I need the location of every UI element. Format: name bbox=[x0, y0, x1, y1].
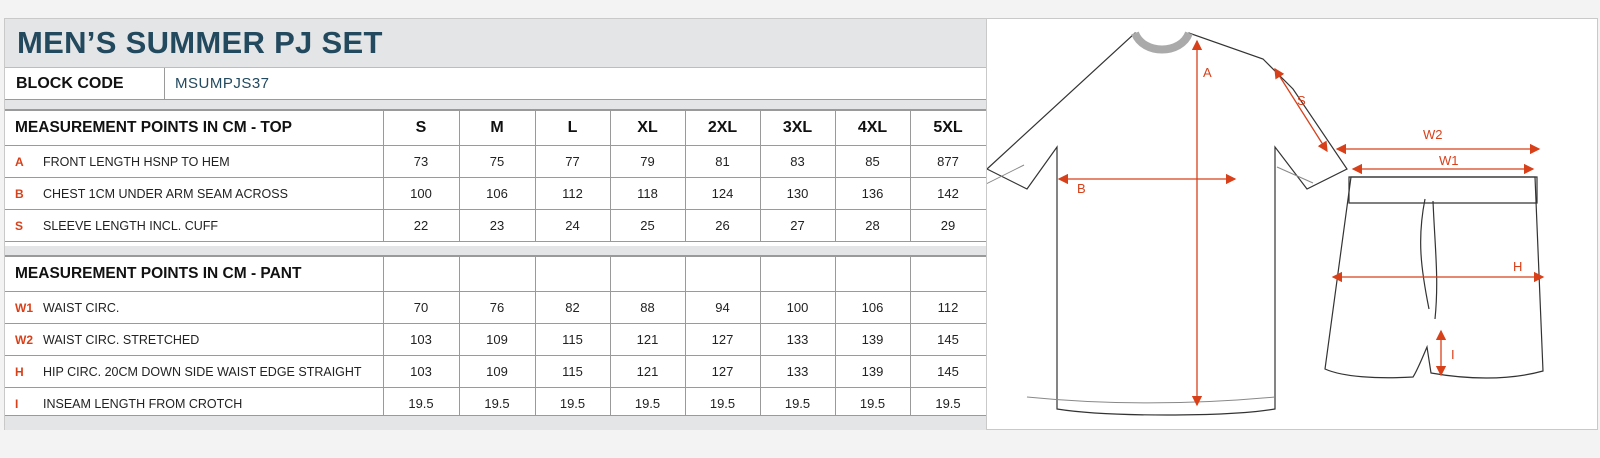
measurement-value: 88 bbox=[610, 292, 685, 324]
measurement-value: 79 bbox=[610, 146, 685, 178]
pant-measurements-table bbox=[5, 256, 987, 420]
size-chart-sheet bbox=[4, 18, 1598, 430]
measurement-label: WAIST CIRC. STRETCHED bbox=[43, 333, 200, 347]
measurement-label: CHEST 1CM UNDER ARM SEAM ACROSS bbox=[43, 187, 288, 201]
measurement-value: 139 bbox=[835, 356, 910, 388]
size-header: 5XL bbox=[910, 111, 986, 146]
section-divider-band bbox=[5, 246, 986, 256]
tshirt-collar bbox=[1135, 33, 1189, 50]
measurement-label: FRONT LENGTH HSNP TO HEM bbox=[43, 155, 230, 169]
measurement-code: H bbox=[15, 365, 24, 379]
measurement-label: SLEEVE LENGTH INCL. CUFF bbox=[43, 219, 219, 233]
measurement-value: 115 bbox=[535, 324, 610, 356]
measurement-value: 127 bbox=[685, 356, 760, 388]
empty-header-cell bbox=[835, 257, 910, 292]
garment-diagrams bbox=[987, 19, 1597, 429]
dim-label-h: H bbox=[1513, 259, 1523, 274]
dim-label-b: B bbox=[1077, 181, 1086, 196]
measurement-value: 106 bbox=[835, 292, 910, 324]
measurement-value: 85 bbox=[835, 146, 910, 178]
measurement-value: 24 bbox=[535, 210, 610, 242]
measurement-value: 19.5 bbox=[760, 388, 835, 420]
measurement-value: 19.5 bbox=[535, 388, 610, 420]
measurement-value: 118 bbox=[610, 178, 685, 210]
measurement-value: 27 bbox=[760, 210, 835, 242]
measurement-value: 133 bbox=[760, 356, 835, 388]
block-code-label: BLOCK CODE bbox=[5, 68, 165, 99]
size-header: 4XL bbox=[835, 111, 910, 146]
dim-label-a: A bbox=[1203, 65, 1212, 80]
empty-header-cell bbox=[685, 257, 760, 292]
measurement-value: 121 bbox=[610, 324, 685, 356]
measurement-value: 100 bbox=[383, 178, 459, 210]
measurement-value: 26 bbox=[685, 210, 760, 242]
top-heading: MEASUREMENT POINTS IN CM - TOP bbox=[5, 111, 383, 146]
measurement-value: 82 bbox=[535, 292, 610, 324]
measurement-value: 83 bbox=[760, 146, 835, 178]
measurement-value: 19.5 bbox=[835, 388, 910, 420]
measurement-value: 115 bbox=[535, 356, 610, 388]
measurement-value: 127 bbox=[685, 324, 760, 356]
empty-header-cell bbox=[459, 257, 535, 292]
size-header: S bbox=[383, 111, 459, 146]
dim-label-s: S bbox=[1297, 93, 1306, 108]
measurement-code: B bbox=[15, 187, 24, 201]
measurement-label: WAIST CIRC. bbox=[43, 301, 120, 315]
empty-header-cell bbox=[760, 257, 835, 292]
tshirt-drawing bbox=[987, 33, 1347, 415]
measurement-value: 100 bbox=[760, 292, 835, 324]
measurement-value: 19.5 bbox=[459, 388, 535, 420]
measurement-value: 142 bbox=[910, 178, 986, 210]
measurement-value: 81 bbox=[685, 146, 760, 178]
measurement-value: 76 bbox=[459, 292, 535, 324]
dim-label-w2: W2 bbox=[1423, 127, 1443, 142]
top-measurements-table bbox=[5, 110, 987, 242]
measurement-code: A bbox=[15, 155, 24, 169]
measurement-label: INSEAM LENGTH FROM CROTCH bbox=[43, 397, 243, 411]
measurement-value: 136 bbox=[835, 178, 910, 210]
spacer-band bbox=[5, 100, 986, 110]
measurement-value: 23 bbox=[459, 210, 535, 242]
measurement-table-area bbox=[5, 19, 986, 429]
measurement-value: 877 bbox=[910, 146, 986, 178]
measurement-value: 130 bbox=[760, 178, 835, 210]
measurement-value: 73 bbox=[383, 146, 459, 178]
table-row bbox=[5, 324, 986, 356]
measurement-point bbox=[5, 146, 383, 178]
page-title: MEN’S SUMMER PJ SET bbox=[17, 25, 383, 60]
measurement-value: 133 bbox=[760, 324, 835, 356]
measurement-code: S bbox=[15, 219, 24, 233]
measurement-value: 145 bbox=[910, 324, 986, 356]
block-code-value: MSUMPJS37 bbox=[175, 75, 270, 92]
measurement-value: 139 bbox=[835, 324, 910, 356]
measurement-code: W2 bbox=[15, 333, 33, 347]
table-row bbox=[5, 146, 986, 178]
measurement-code: W1 bbox=[15, 301, 33, 315]
measurement-value: 112 bbox=[910, 292, 986, 324]
tshirt-body bbox=[987, 33, 1347, 415]
measurement-value: 75 bbox=[459, 146, 535, 178]
garment-diagram-svg bbox=[987, 19, 1597, 429]
size-header: M bbox=[459, 111, 535, 146]
measurement-value: 109 bbox=[459, 324, 535, 356]
measurement-label: HIP CIRC. 20CM DOWN SIDE WAIST EDGE STRAIGHT bbox=[43, 365, 362, 379]
measurement-value: 109 bbox=[459, 356, 535, 388]
measurement-value: 28 bbox=[835, 210, 910, 242]
block-code-row bbox=[5, 68, 986, 100]
measurement-value: 29 bbox=[910, 210, 986, 242]
top-header-row bbox=[5, 111, 986, 146]
measurement-value: 106 bbox=[459, 178, 535, 210]
measurement-value: 77 bbox=[535, 146, 610, 178]
measurement-value: 19.5 bbox=[910, 388, 986, 420]
size-header: 3XL bbox=[760, 111, 835, 146]
measurement-value: 19.5 bbox=[685, 388, 760, 420]
measurement-code: I bbox=[15, 397, 19, 411]
measurement-point bbox=[5, 356, 383, 388]
measurement-value: 121 bbox=[610, 356, 685, 388]
measurement-value: 103 bbox=[383, 324, 459, 356]
empty-header-cell bbox=[910, 257, 986, 292]
measurement-value: 94 bbox=[685, 292, 760, 324]
measurement-value: 103 bbox=[383, 356, 459, 388]
table-row bbox=[5, 210, 986, 242]
measurement-value: 145 bbox=[910, 356, 986, 388]
measurement-value: 19.5 bbox=[610, 388, 685, 420]
table-row bbox=[5, 356, 986, 388]
pant-header-row bbox=[5, 257, 986, 292]
empty-header-cell bbox=[535, 257, 610, 292]
dim-label-w1: W1 bbox=[1439, 153, 1459, 168]
measurement-value: 22 bbox=[383, 210, 459, 242]
dim-label-i: I bbox=[1451, 347, 1455, 362]
measurement-point bbox=[5, 324, 383, 356]
measurement-value: 124 bbox=[685, 178, 760, 210]
footer-band bbox=[5, 415, 986, 430]
measurement-value: 19.5 bbox=[383, 388, 459, 420]
pant-heading: MEASUREMENT POINTS IN CM - PANT bbox=[5, 257, 383, 292]
measurement-point bbox=[5, 210, 383, 242]
measurement-value: 70 bbox=[383, 292, 459, 324]
size-header: XL bbox=[610, 111, 685, 146]
empty-header-cell bbox=[610, 257, 685, 292]
table-row bbox=[5, 178, 986, 210]
size-header: L bbox=[535, 111, 610, 146]
empty-header-cell bbox=[383, 257, 459, 292]
measurement-point bbox=[5, 178, 383, 210]
table-row bbox=[5, 292, 986, 324]
measurement-value: 25 bbox=[610, 210, 685, 242]
measurement-point bbox=[5, 292, 383, 324]
size-header: 2XL bbox=[685, 111, 760, 146]
measurement-value: 112 bbox=[535, 178, 610, 210]
title-bar bbox=[5, 19, 986, 68]
